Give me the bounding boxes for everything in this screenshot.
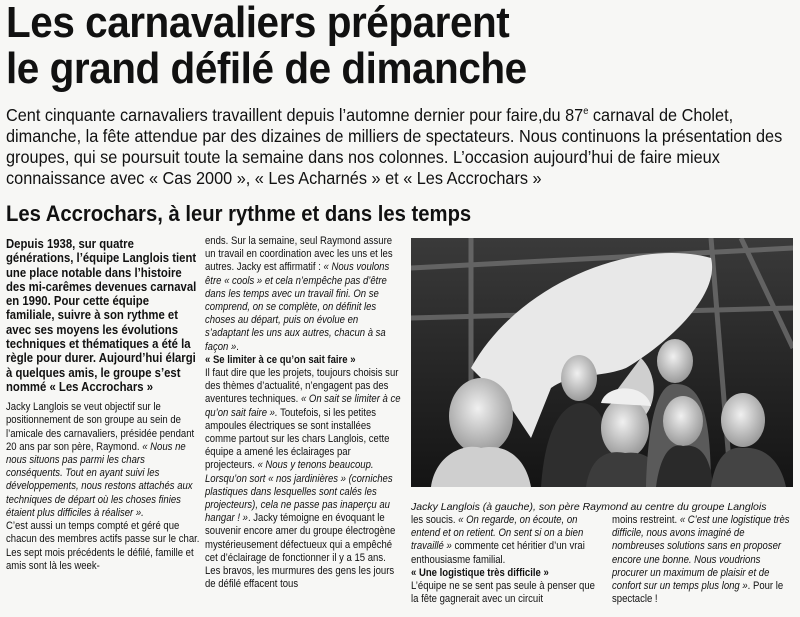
paragraph [6, 401, 202, 520]
article-column-4 [612, 514, 794, 606]
paragraph-text: commente cet héritier d’un vrai enthousiasme familial. [411, 540, 585, 566]
paragraph [205, 367, 403, 591]
headline-line-1: Les carnavaliers préparent [6, 0, 510, 47]
photo-caption: Jacky Langlois (à gauche), son père Raymond au centre du groupe Langlois [411, 500, 767, 513]
paragraph-text: moins restreint. [612, 514, 680, 526]
paragraph [205, 235, 403, 354]
quote: « On regarde, on écoute, on entend et on retient. On sent si on a bien travaillé » [411, 514, 584, 553]
paragraph-text: Il faut dire que les projets, toujours choisis sur des thèmes d’actualité, n’engagent pas des aventures techniques. [205, 367, 399, 406]
intertitle: « Se limiter à ce qu’on sait faire » [205, 353, 356, 366]
paragraph: L’équipe ne se sent pas seule à penser que la fête gagnerait avec un circuit [411, 580, 595, 606]
group-photo [411, 238, 793, 487]
lead-paragraph: Depuis 1938, sur quatre générations, l’équipe Langlois tient une place notable dans l’histoire des mi-carêmes devenues carnaval en 1990. Pour cette équipe familiale, suivre à son rythme et avec ses moyens les évolutions techniques et thématiques a été la règle pour durer. Aujourd’hui élargi à quelques amis, le groupe s’est nommé « Les Accrochars » [6, 237, 197, 394]
quote: « Nous ne nous situons pas parmi les chars conséquents. Tout en ayant suivi les développements, nous restons attachés aux techniques de départ où les choses finies étaient plus difficiles à réaliser ». [6, 440, 193, 519]
quote: « Nous voulons être « cools » et cela n’empêche pas d’être dans les temps avec un travail fini. On se comprend, on se complète, on définit les choses au départ, puis on évolue en s’adaptant les uns aux autres, chacun à sa façon » [205, 261, 390, 353]
quote: « Nous y tenons beaucoup. Lorsqu’on sort « nos jardinières » (corniches plastiques dans lesquelles sont calés les projecteurs), cela ne passe pas inaperçu au hangar ! » [205, 459, 393, 525]
paragraph-text: . [236, 340, 239, 353]
paragraph-text: les soucis. [411, 514, 459, 526]
article-column-3 [411, 514, 596, 606]
intertitle: « Une logistique très difficile » [411, 566, 549, 579]
standfirst-part-1: Cent cinquante carnavaliers travaillent depuis l’automne dernier pour faire,du 87 [6, 104, 584, 125]
paragraph-text: . Pour le spectacle ! [612, 580, 784, 606]
paragraph [612, 514, 794, 606]
paragraph-text: Jacky Langlois se veut objectif sur le positionnement de son groupe au sein de l’amicale des carnavaliers, présidée pendant 20 ans par son père, Raymond. [6, 401, 195, 453]
headline-line-2: le grand défilé de dimanche [6, 44, 527, 93]
headline [6, 0, 733, 92]
standfirst-part-2: carnaval de Cholet, dimanche, la fête attendue par des dizaines de milliers de spectateurs. Nous continuons la présentation des groupes, qui se poursuit toute la semaine dans nos colonnes. L’occasion aujourd’hui de faire mieux connaissance avec « Cas 2000 », « Les Acharnés » et « Les Accrochars » [6, 104, 783, 188]
paragraph-text: ends. Sur la semaine, seul Raymond assure un travail en coordination avec les uns et les autres. Jacky est affirmatif : [205, 235, 393, 274]
paragraph-text: Toutefois, si les petites ampoules électriques se sont installées comme partout sur les chars Langlois, cette équipe a amené les éclairages par projecteurs. [205, 406, 390, 472]
standfirst-superscript: e [583, 106, 589, 117]
paragraph: C’est aussi un temps compté et géré que chacun des membres actifs passe sur le char. Les sept mois précédents le défilé, famille et amis sont là les week- [6, 520, 200, 572]
paragraph [411, 514, 596, 567]
article-column-2 [205, 235, 403, 591]
group-photo-image [411, 238, 793, 487]
article-column-1 [6, 237, 202, 573]
standfirst [6, 101, 795, 189]
quote: « On sait se limiter à ce qu’on sait faire ». [205, 393, 401, 419]
section-subhead: Les Accrochars, à leur rythme et dans les temps [6, 201, 472, 226]
quote: « C’est une logistique très difficile, nous avons imaginé de nombreuses solutions sans en proposer encore une bonne. Nous voudrions procurer un maximum de plaisir et de confort sur un temps plus long » [612, 514, 790, 593]
paragraph-text: . Jacky témoigne en évoquant le souvenir encore amer du groupe électrogène mystérieusement défectueux qui a empêché cet d’éclairage de fonctionner il y a 15 ans. Les bravos, les murmures des gens les jours de défilé effacent tous [205, 512, 396, 591]
